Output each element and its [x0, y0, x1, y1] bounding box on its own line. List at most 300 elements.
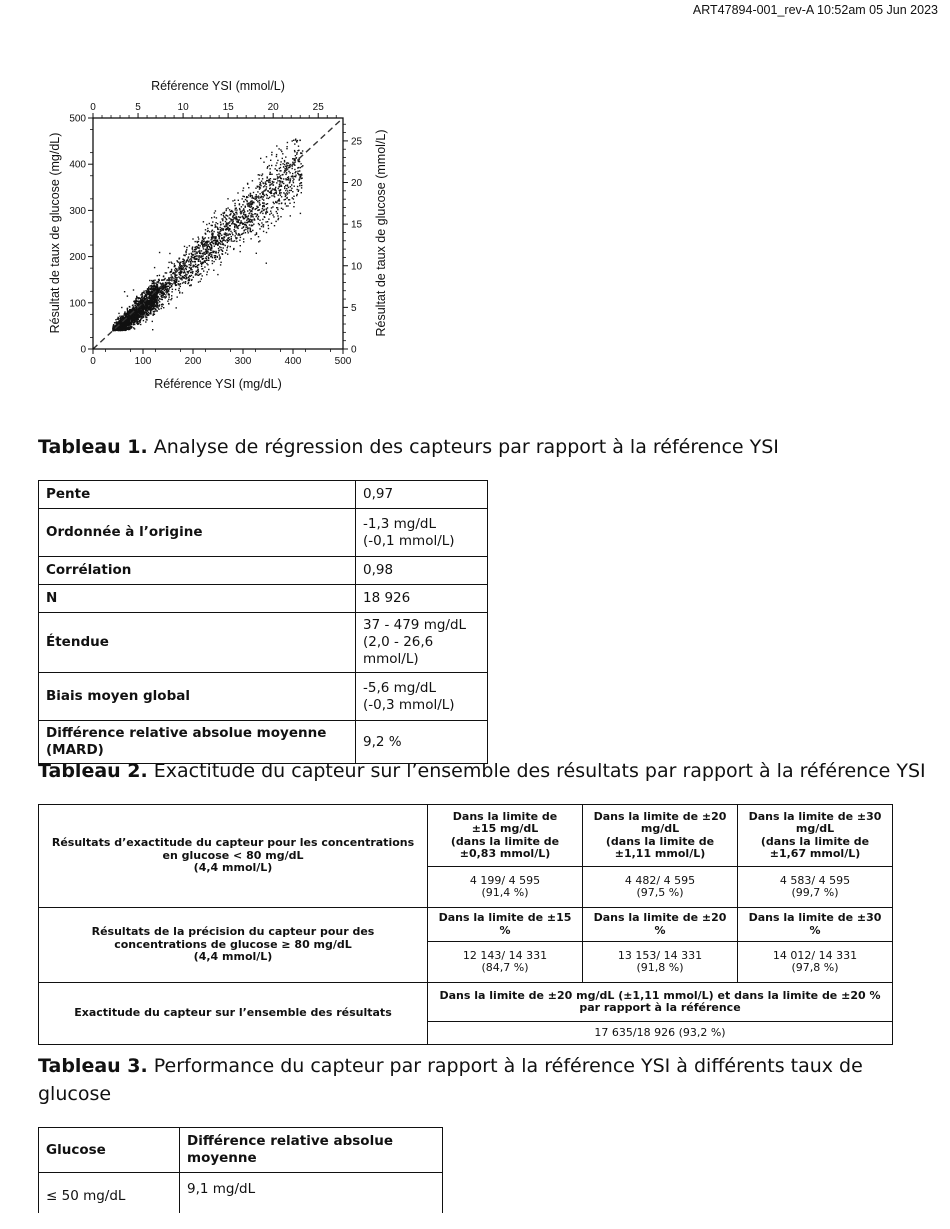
data-point: [245, 227, 246, 228]
data-point: [206, 224, 207, 225]
data-point: [247, 218, 248, 219]
data-point: [178, 290, 179, 291]
data-point: [159, 301, 160, 302]
data-point: [207, 271, 208, 272]
data-point: [285, 190, 286, 191]
data-point: [161, 304, 162, 305]
data-point: [207, 246, 208, 247]
data-point: [280, 164, 281, 165]
data-point: [269, 188, 270, 189]
data-point: [270, 193, 271, 194]
row-label: Différence relative absolue moyenne (MARD): [39, 721, 356, 764]
data-point: [221, 250, 222, 251]
scatter-points: [112, 139, 303, 332]
data-point: [236, 233, 237, 234]
row-label: Biais moyen global: [39, 673, 356, 721]
data-point: [277, 209, 278, 210]
data-point: [292, 162, 293, 163]
data-point: [165, 285, 166, 286]
data-point: [212, 260, 213, 261]
data-point: [141, 307, 142, 308]
data-point: [127, 308, 128, 309]
data-point: [192, 238, 193, 239]
data-point: [192, 254, 193, 255]
data-point: [286, 188, 287, 189]
data-point: [156, 303, 157, 304]
data-point: [287, 205, 288, 206]
data-point: [149, 306, 150, 307]
data-point: [298, 189, 299, 190]
data-point: [171, 269, 172, 270]
data-point: [300, 152, 301, 153]
data-point: [203, 270, 204, 271]
data-point: [297, 189, 298, 190]
data-point: [178, 266, 179, 267]
data-point: [220, 243, 221, 244]
data-point: [266, 263, 267, 264]
data-point: [300, 174, 301, 175]
data-point: [257, 219, 258, 220]
data-point: [214, 246, 215, 247]
data-point: [146, 291, 147, 292]
data-point: [223, 223, 224, 224]
x2-tick-label: 0: [90, 102, 96, 113]
data-point: [218, 236, 219, 237]
data-point: [165, 294, 166, 295]
data-point: [259, 200, 260, 201]
data-point: [227, 247, 228, 248]
row-label: N: [39, 585, 356, 613]
data-point: [293, 206, 294, 207]
data-point: [170, 287, 171, 288]
data-point: [266, 180, 267, 181]
data-point: [161, 306, 162, 307]
data-point: [225, 215, 226, 216]
data-point: [119, 316, 120, 317]
data-point: [297, 159, 298, 160]
data-point: [236, 209, 237, 210]
data-point: [202, 240, 203, 241]
data-point: [262, 205, 263, 206]
data-point: [209, 253, 210, 254]
data-point: [200, 281, 201, 282]
data-point: [211, 241, 212, 242]
data-point: [269, 168, 270, 169]
data-point: [207, 247, 208, 248]
data-point: [180, 275, 181, 276]
data-point: [152, 300, 153, 301]
data-point: [239, 234, 240, 235]
x2-tick-label: 20: [267, 102, 279, 113]
data-point: [197, 270, 198, 271]
data-point: [172, 283, 173, 284]
data-point: [156, 305, 157, 306]
data-point: [275, 221, 276, 222]
data-point: [286, 172, 287, 173]
data-point: [188, 282, 189, 283]
data-point: [284, 199, 285, 200]
data-point: [165, 272, 166, 273]
data-point: [159, 294, 160, 295]
data-point: [250, 238, 251, 239]
table-cell: 14 012/ 14 331 (97,8 %): [738, 942, 893, 983]
data-point: [292, 177, 293, 178]
data-point: [227, 198, 228, 199]
table-row: [39, 805, 893, 867]
row-label: Pente: [39, 481, 356, 509]
data-point: [271, 195, 272, 196]
data-point: [175, 289, 176, 290]
data-point: [287, 142, 288, 143]
data-point: [226, 233, 227, 234]
data-point: [190, 272, 191, 273]
data-point: [263, 226, 264, 227]
data-point: [150, 311, 151, 312]
data-point: [229, 233, 230, 234]
data-point: [161, 295, 162, 296]
table2-caption: Tableau 2. Exactitude du capteur sur l’ensemble des résultats par rapport à la référence YSI: [38, 760, 926, 782]
data-point: [270, 173, 271, 174]
data-point: [205, 262, 206, 263]
data-point: [200, 261, 201, 262]
data-point: [267, 207, 268, 208]
data-point: [266, 186, 267, 187]
data-point: [262, 208, 263, 209]
data-point: [295, 176, 296, 177]
data-point: [290, 186, 291, 187]
overall-header: Dans la limite de ±20 mg/dL (±1,11 mmol/L) et dans la limite de ±20 % par rapport à la référence: [428, 983, 893, 1022]
data-point: [142, 310, 143, 311]
data-point: [277, 219, 278, 220]
data-point: [229, 217, 230, 218]
data-point: [199, 247, 200, 248]
data-point: [229, 225, 230, 226]
data-point: [152, 315, 153, 316]
y2-tick-label: 15: [351, 219, 363, 231]
data-point: [258, 174, 259, 175]
row-value: 0,98: [356, 557, 488, 585]
data-point: [276, 145, 277, 146]
data-point: [220, 233, 221, 234]
data-point: [227, 207, 228, 208]
data-point: [227, 215, 228, 216]
data-point: [198, 241, 199, 242]
data-point: [171, 295, 172, 296]
data-point: [198, 255, 199, 256]
data-point: [286, 166, 287, 167]
data-point: [154, 303, 155, 304]
data-point: [155, 295, 156, 296]
table-cell: 4 199/ 4 595 (91,4 %): [428, 867, 583, 908]
data-point: [131, 319, 132, 320]
data-point: [153, 280, 154, 281]
data-point: [241, 228, 242, 229]
data-point: [225, 252, 226, 253]
data-point: [243, 214, 244, 215]
data-point: [161, 308, 162, 309]
data-point: [206, 260, 207, 261]
column-header: Différence relative absolue moyenne: [180, 1128, 443, 1173]
data-point: [247, 201, 248, 202]
data-point: [137, 311, 138, 312]
data-point: [217, 257, 218, 258]
data-point: [183, 276, 184, 277]
data-point: [171, 298, 172, 299]
data-point: [231, 236, 232, 237]
data-point: [296, 195, 297, 196]
data-point: [211, 232, 212, 233]
data-point: [257, 191, 258, 192]
data-point: [208, 258, 209, 259]
data-point: [268, 181, 269, 182]
column-header: Dans la limite de ±20 %: [583, 908, 738, 942]
data-point: [141, 301, 142, 302]
data-point: [261, 211, 262, 212]
data-point: [227, 242, 228, 243]
low-glucose-label: Résultats d’exactitude du capteur pour les concentrations en glucose < 80 mg/dL (4,4 mmol/L): [39, 805, 428, 908]
data-point: [232, 200, 233, 201]
data-point: [183, 282, 184, 283]
data-point: [136, 298, 137, 299]
data-point: [176, 268, 177, 269]
data-point: [296, 154, 297, 155]
y-tick-label: 500: [69, 113, 86, 125]
data-point: [182, 263, 183, 264]
data-point: [195, 273, 196, 274]
data-point: [229, 209, 230, 210]
data-point: [130, 310, 131, 311]
data-point: [217, 240, 218, 241]
data-point: [195, 247, 196, 248]
data-point: [259, 204, 260, 205]
data-point: [145, 308, 146, 309]
data-point: [223, 215, 224, 216]
data-point: [120, 319, 121, 320]
data-point: [294, 159, 295, 160]
column-header: Dans la limite de ±15 %: [428, 908, 583, 942]
overall-value: 17 635/18 926 (93,2 %): [428, 1022, 893, 1045]
data-point: [255, 234, 256, 235]
data-point: [280, 192, 281, 193]
data-point: [278, 148, 279, 149]
data-point: [281, 208, 282, 209]
data-point: [148, 288, 149, 289]
x-tick-label: 400: [284, 356, 302, 367]
data-point: [288, 167, 289, 168]
data-point: [292, 140, 293, 141]
data-point: [243, 201, 244, 202]
data-point: [271, 191, 272, 192]
data-point: [271, 165, 272, 166]
data-point: [289, 172, 290, 173]
data-point: [129, 328, 130, 329]
data-point: [230, 211, 231, 212]
data-point: [286, 148, 287, 149]
data-point: [176, 260, 177, 261]
data-point: [220, 227, 221, 228]
data-point: [182, 268, 183, 269]
data-point: [133, 322, 134, 323]
data-point: [256, 208, 257, 209]
data-point: [234, 225, 235, 226]
data-point: [239, 208, 240, 209]
data-point: [137, 297, 138, 298]
data-point: [208, 260, 209, 261]
data-point: [272, 206, 273, 207]
data-point: [273, 179, 274, 180]
data-point: [235, 224, 236, 225]
data-point: [301, 178, 302, 179]
data-point: [150, 285, 151, 286]
data-point: [124, 291, 125, 292]
data-point: [212, 221, 213, 222]
data-point: [180, 286, 181, 287]
row-value: 37 - 479 mg/dL (2,0 - 26,6 mmol/L): [356, 613, 488, 673]
y-tick-label: 200: [69, 252, 86, 264]
data-point: [257, 217, 258, 218]
data-point: [271, 213, 272, 214]
data-point: [285, 185, 286, 186]
data-point: [259, 224, 260, 225]
data-point: [190, 265, 191, 266]
data-point: [191, 260, 192, 261]
data-point: [184, 269, 185, 270]
y2-tick-label: 5: [351, 302, 357, 314]
data-point: [208, 269, 209, 270]
data-point: [247, 216, 248, 217]
data-point: [247, 197, 248, 198]
data-point: [253, 192, 254, 193]
data-point: [145, 302, 146, 303]
data-point: [135, 319, 136, 320]
data-point: [227, 246, 228, 247]
data-point: [192, 266, 193, 267]
data-point: [222, 218, 223, 219]
data-point: [278, 188, 279, 189]
data-point: [226, 210, 227, 211]
data-point: [153, 307, 154, 308]
x2-tick-label: 15: [222, 102, 234, 113]
data-point: [294, 143, 295, 144]
data-point: [206, 263, 207, 264]
data-point: [164, 293, 165, 294]
data-point: [276, 162, 277, 163]
data-point: [235, 209, 236, 210]
data-point: [269, 197, 270, 198]
data-point: [266, 210, 267, 211]
data-point: [210, 256, 211, 257]
data-point: [158, 296, 159, 297]
data-point: [148, 293, 149, 294]
data-point: [301, 166, 302, 167]
data-point: [278, 195, 279, 196]
data-point: [181, 279, 182, 280]
data-point: [297, 140, 298, 141]
data-point: [145, 295, 146, 296]
data-point: [204, 260, 205, 261]
data-point: [267, 166, 268, 167]
data-point: [146, 312, 147, 313]
data-point: [143, 308, 144, 309]
data-point: [259, 220, 260, 221]
data-point: [201, 278, 202, 279]
data-point: [176, 307, 177, 308]
data-point: [207, 264, 208, 265]
data-point: [140, 314, 141, 315]
data-point: [282, 181, 283, 182]
data-point: [269, 214, 270, 215]
table-row: [39, 481, 488, 509]
data-point: [256, 194, 257, 195]
data-point: [262, 213, 263, 214]
table-row: [39, 1128, 443, 1173]
data-point: [276, 154, 277, 155]
data-point: [157, 288, 158, 289]
data-point: [267, 195, 268, 196]
data-point: [121, 327, 122, 328]
data-point: [124, 329, 125, 330]
data-point: [118, 328, 119, 329]
data-point: [223, 240, 224, 241]
data-point: [239, 224, 240, 225]
data-point: [301, 185, 302, 186]
data-point: [299, 183, 300, 184]
data-point: [137, 323, 138, 324]
data-point: [223, 216, 224, 217]
data-point: [152, 309, 153, 310]
data-point: [204, 243, 205, 244]
data-point: [268, 225, 269, 226]
data-point: [247, 183, 248, 184]
data-point: [297, 186, 298, 187]
data-point: [265, 181, 266, 182]
data-point: [181, 277, 182, 278]
data-point: [234, 229, 235, 230]
data-point: [268, 228, 269, 229]
data-point: [219, 254, 220, 255]
data-point: [233, 215, 234, 216]
data-point: [121, 307, 122, 308]
data-point: [298, 174, 299, 175]
data-point: [176, 279, 177, 280]
data-point: [286, 163, 287, 164]
data-point: [207, 228, 208, 229]
data-point: [143, 304, 144, 305]
data-point: [275, 201, 276, 202]
table1-caption: Tableau 1. Analyse de régression des capteurs par rapport à la référence YSI: [38, 436, 779, 458]
data-point: [167, 288, 168, 289]
data-point: [235, 212, 236, 213]
data-point: [279, 180, 280, 181]
data-point: [256, 234, 257, 235]
data-point: [276, 182, 277, 183]
data-point: [277, 170, 278, 171]
data-point: [291, 190, 292, 191]
data-point: [259, 193, 260, 194]
data-point: [216, 243, 217, 244]
data-point: [152, 321, 153, 322]
data-point: [211, 225, 212, 226]
data-point: [197, 265, 198, 266]
data-point: [244, 218, 245, 219]
glucose-cell: ≤ 50 mg/dL: [39, 1173, 180, 1213]
data-point: [169, 253, 170, 254]
data-point: [265, 213, 266, 214]
data-point: [264, 202, 265, 203]
data-point: [152, 329, 153, 330]
data-point: [198, 281, 199, 282]
data-point: [146, 319, 147, 320]
